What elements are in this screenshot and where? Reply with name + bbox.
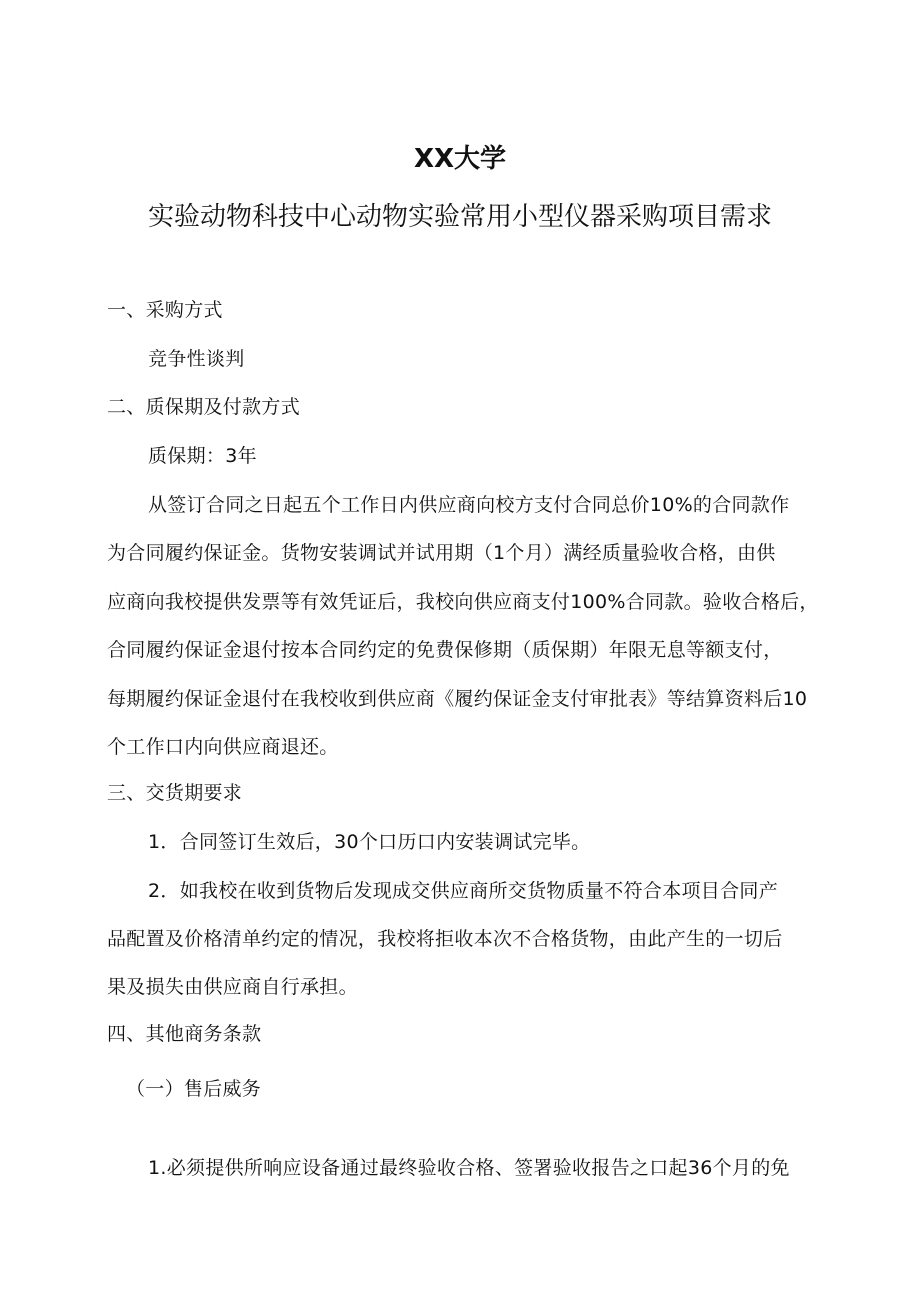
payment-paragraph-line: 合同履约保证金退付按本合同约定的免费保修期（质保期）年限无息等额支付， [107,639,783,661]
delivery-item-2-line: 果及损失由供应商自行承担。 [107,976,358,998]
section-heading-delivery: 三、交货期要求 [107,782,243,804]
delivery-item-2-line: 2．如我校在收到货物后发现成交供应商所交货物质量不符合本项目合同产 [148,880,778,902]
payment-paragraph-line: 为合同履约保证金。货物安装调试并试用期（1个月）满经质量验收合格，由供 [107,542,776,564]
section-heading-procurement-method: 一、采购方式 [107,299,223,321]
payment-paragraph-line: 每期履约保证金退付在我校收到供应商《履约保证金支付审批表》等结算资料后10 [107,688,808,710]
delivery-item-1: 1．合同签订生效后，30个口历口内安装调试完毕。 [148,831,591,853]
payment-paragraph-line: 应商向我校提供发票等有效凭证后，我校向供应商支付100%合同款。验收合格后， [107,591,819,613]
warranty-period-text: 质保期：3年 [148,445,257,467]
payment-paragraph-line: 从签订合同之日起五个工作日内供应商向校方支付合同总价10%的合同款作 [148,494,790,516]
section-heading-warranty-payment: 二、质保期及付款方式 [107,396,301,418]
section-heading-other-terms: 四、其他商务条款 [107,1023,262,1045]
document-title: XX大学 [413,144,507,174]
delivery-item-2-line: 品配置及价格清单约定的情况，我校将拒收本次不合格货物，由此产生的一切后 [107,928,783,950]
after-sales-item-1-line: 1.必须提供所响应设备通过最终验收合格、签署验收报告之口起36个月的免 [148,1157,790,1179]
procurement-method-text: 竞争性谈判 [148,348,245,370]
subsection-heading-after-sales: （一）售后威务 [126,1078,262,1100]
payment-paragraph-line: 个工作口内向供应商退还。 [107,736,339,758]
document-subtitle: 实验动物科技中心动物实验常用小型仪器采购项目需求 [147,202,772,232]
